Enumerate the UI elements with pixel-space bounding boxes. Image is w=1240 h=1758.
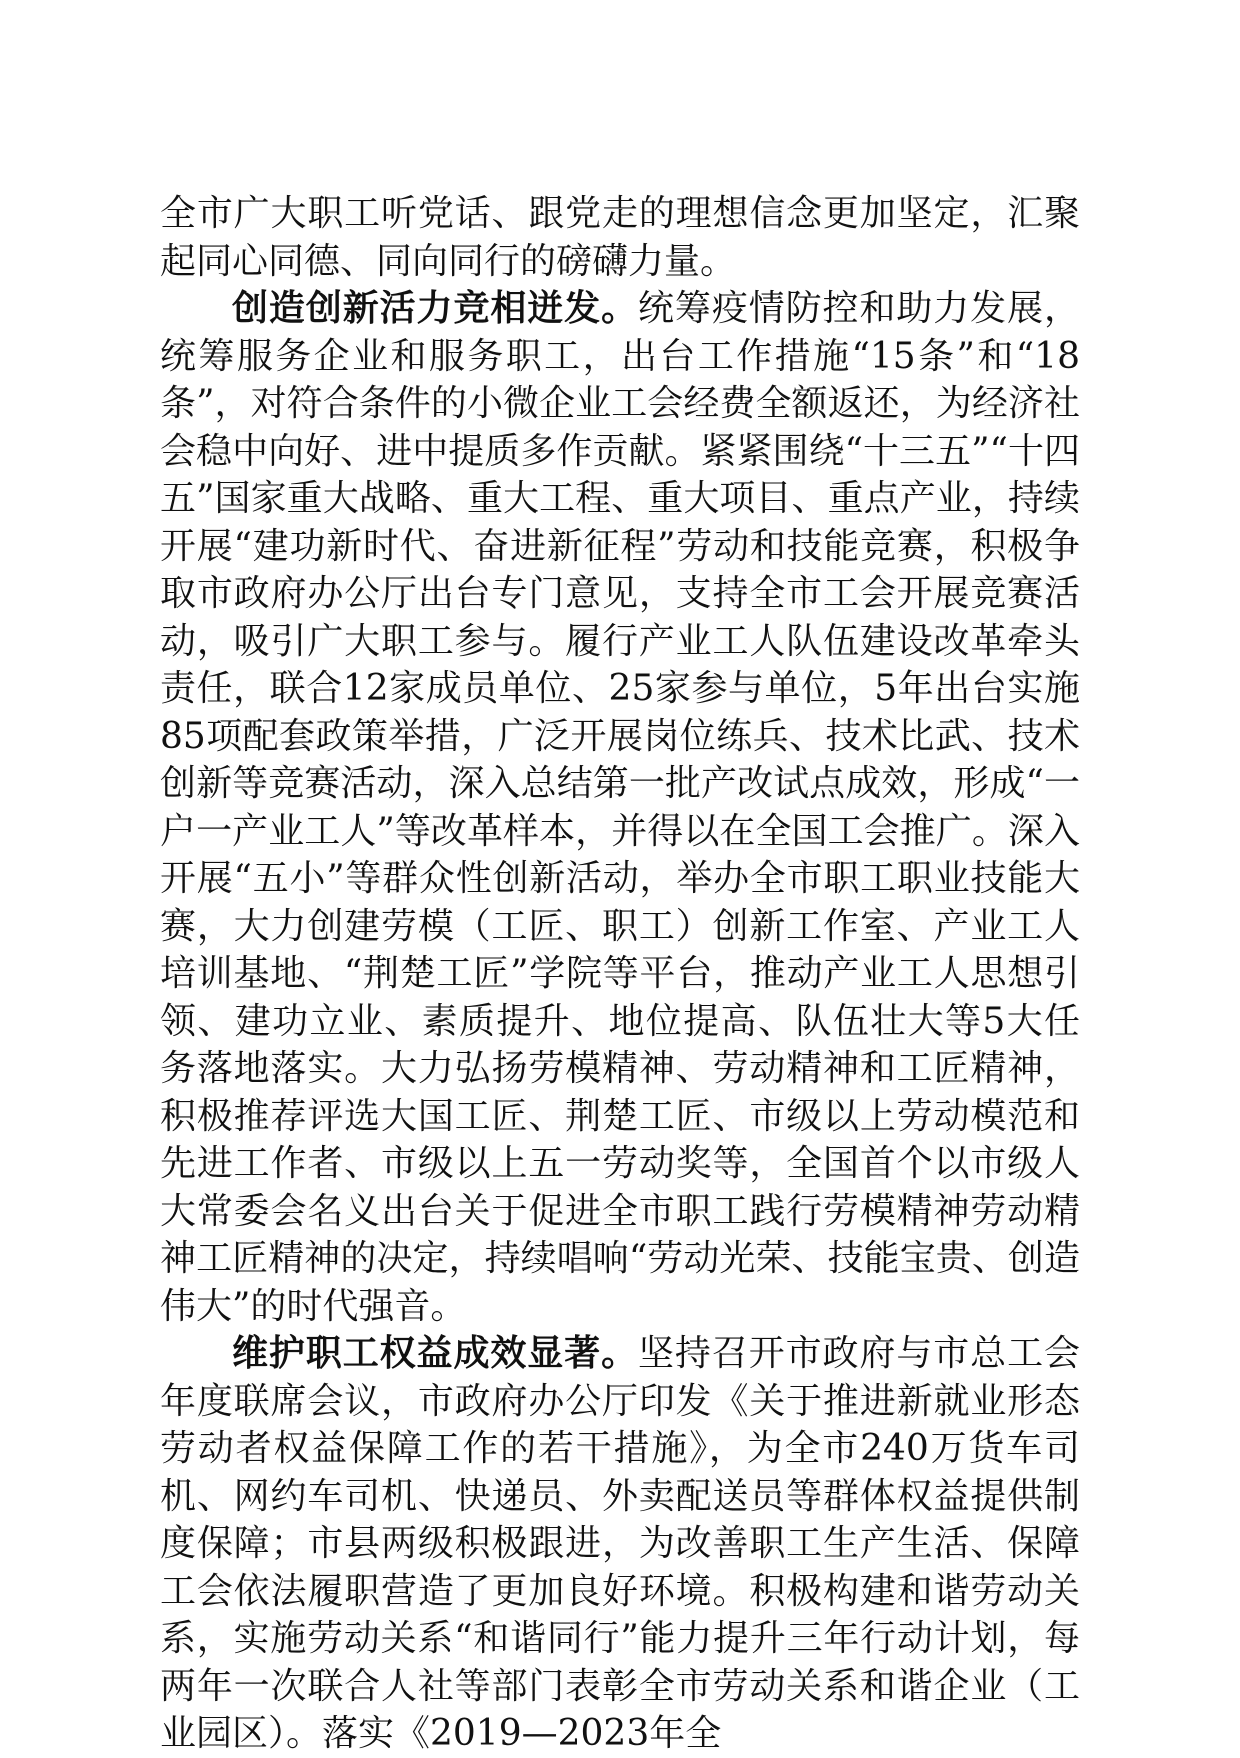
- paragraph-innovation: [160, 285, 1080, 1330]
- paragraph-heading: 维护职工权益成效显著。: [232, 1332, 638, 1374]
- paragraph-continuation: [160, 190, 1080, 285]
- document-page: [160, 190, 1080, 1758]
- paragraph-text: 全市广大职工听党话、跟党走的理想信念更加坚定，汇聚起同心同德、同向同行的磅礴力量。: [160, 193, 1080, 282]
- paragraph-text: 坚持召开市政府与市总工会年度联席会议，市政府办公厅印发《关于推进新就业形态劳动者权益保障工作的若干措施》，为全市240万货车司机、网约车司机、快递员、外卖配送员等群体权益提供制度保障；市县两级积极跟进，为改善职工生产生活、保障工会依法履职营造了更加良好环境。积极构建和谐劳动关系，实施劳动关系“和谐同行”能力提升三年行动计划，每两年一次联合人社等部门表彰全市劳动关系和谐企业（工业园区）。落实《2019—2023年全: [160, 1333, 1080, 1754]
- paragraph-rights: [160, 1330, 1080, 1758]
- paragraph-text: 统筹疫情防控和助力发展，统筹服务企业和服务职工，出台工作措施“15条”和“18条”，对符合条件的小微企业工会经费全额返还，为经济社会稳中向好、进中提质多作贡献。紧紧围绕“十三五”“十四五”国家重大战略、重大工程、重大项目、重点产业，持续开展“建功新时代、奋进新征程”劳动和技能竞赛，积极争取市政府办公厅出台专门意见，支持全市工会开展竞赛活动，吸引广大职工参与。履行产业工人队伍建设改革牵头责任，联合12家成员单位、25家参与单位，5年出台实施85项配套政策举措，广泛开展岗位练兵、技术比武、技术创新等竞赛活动，深入总结第一批产改试点成效，形成“一户一产业工人”等改革样本，并得以在全国工会推广。深入开展“五小”等群众性创新活动，举办全市职工职业技能大赛，大力创建劳模（工匠、职工）创新工作室、产业工人培训基地、“荆楚工匠”学院等平台，推动产业工人思想引领、建功立业、素质提升、地位提高、队伍壮大等5大任务落地落实。大力弘扬劳模精神、劳动精神和工匠精神，积极推荐评选大国工匠、荆楚工匠、市级以上劳动模范和先进工作者、市级以上五一劳动奖等，全国首个以市级人大常委会名义出台关于促进全市职工践行劳模精神劳动精神工匠精神的决定，持续唱响“劳动光荣、技能宝贵、创造伟大”的时代强音。: [160, 288, 1080, 1327]
- paragraph-heading: 创造创新活力竞相迸发。: [232, 287, 638, 329]
